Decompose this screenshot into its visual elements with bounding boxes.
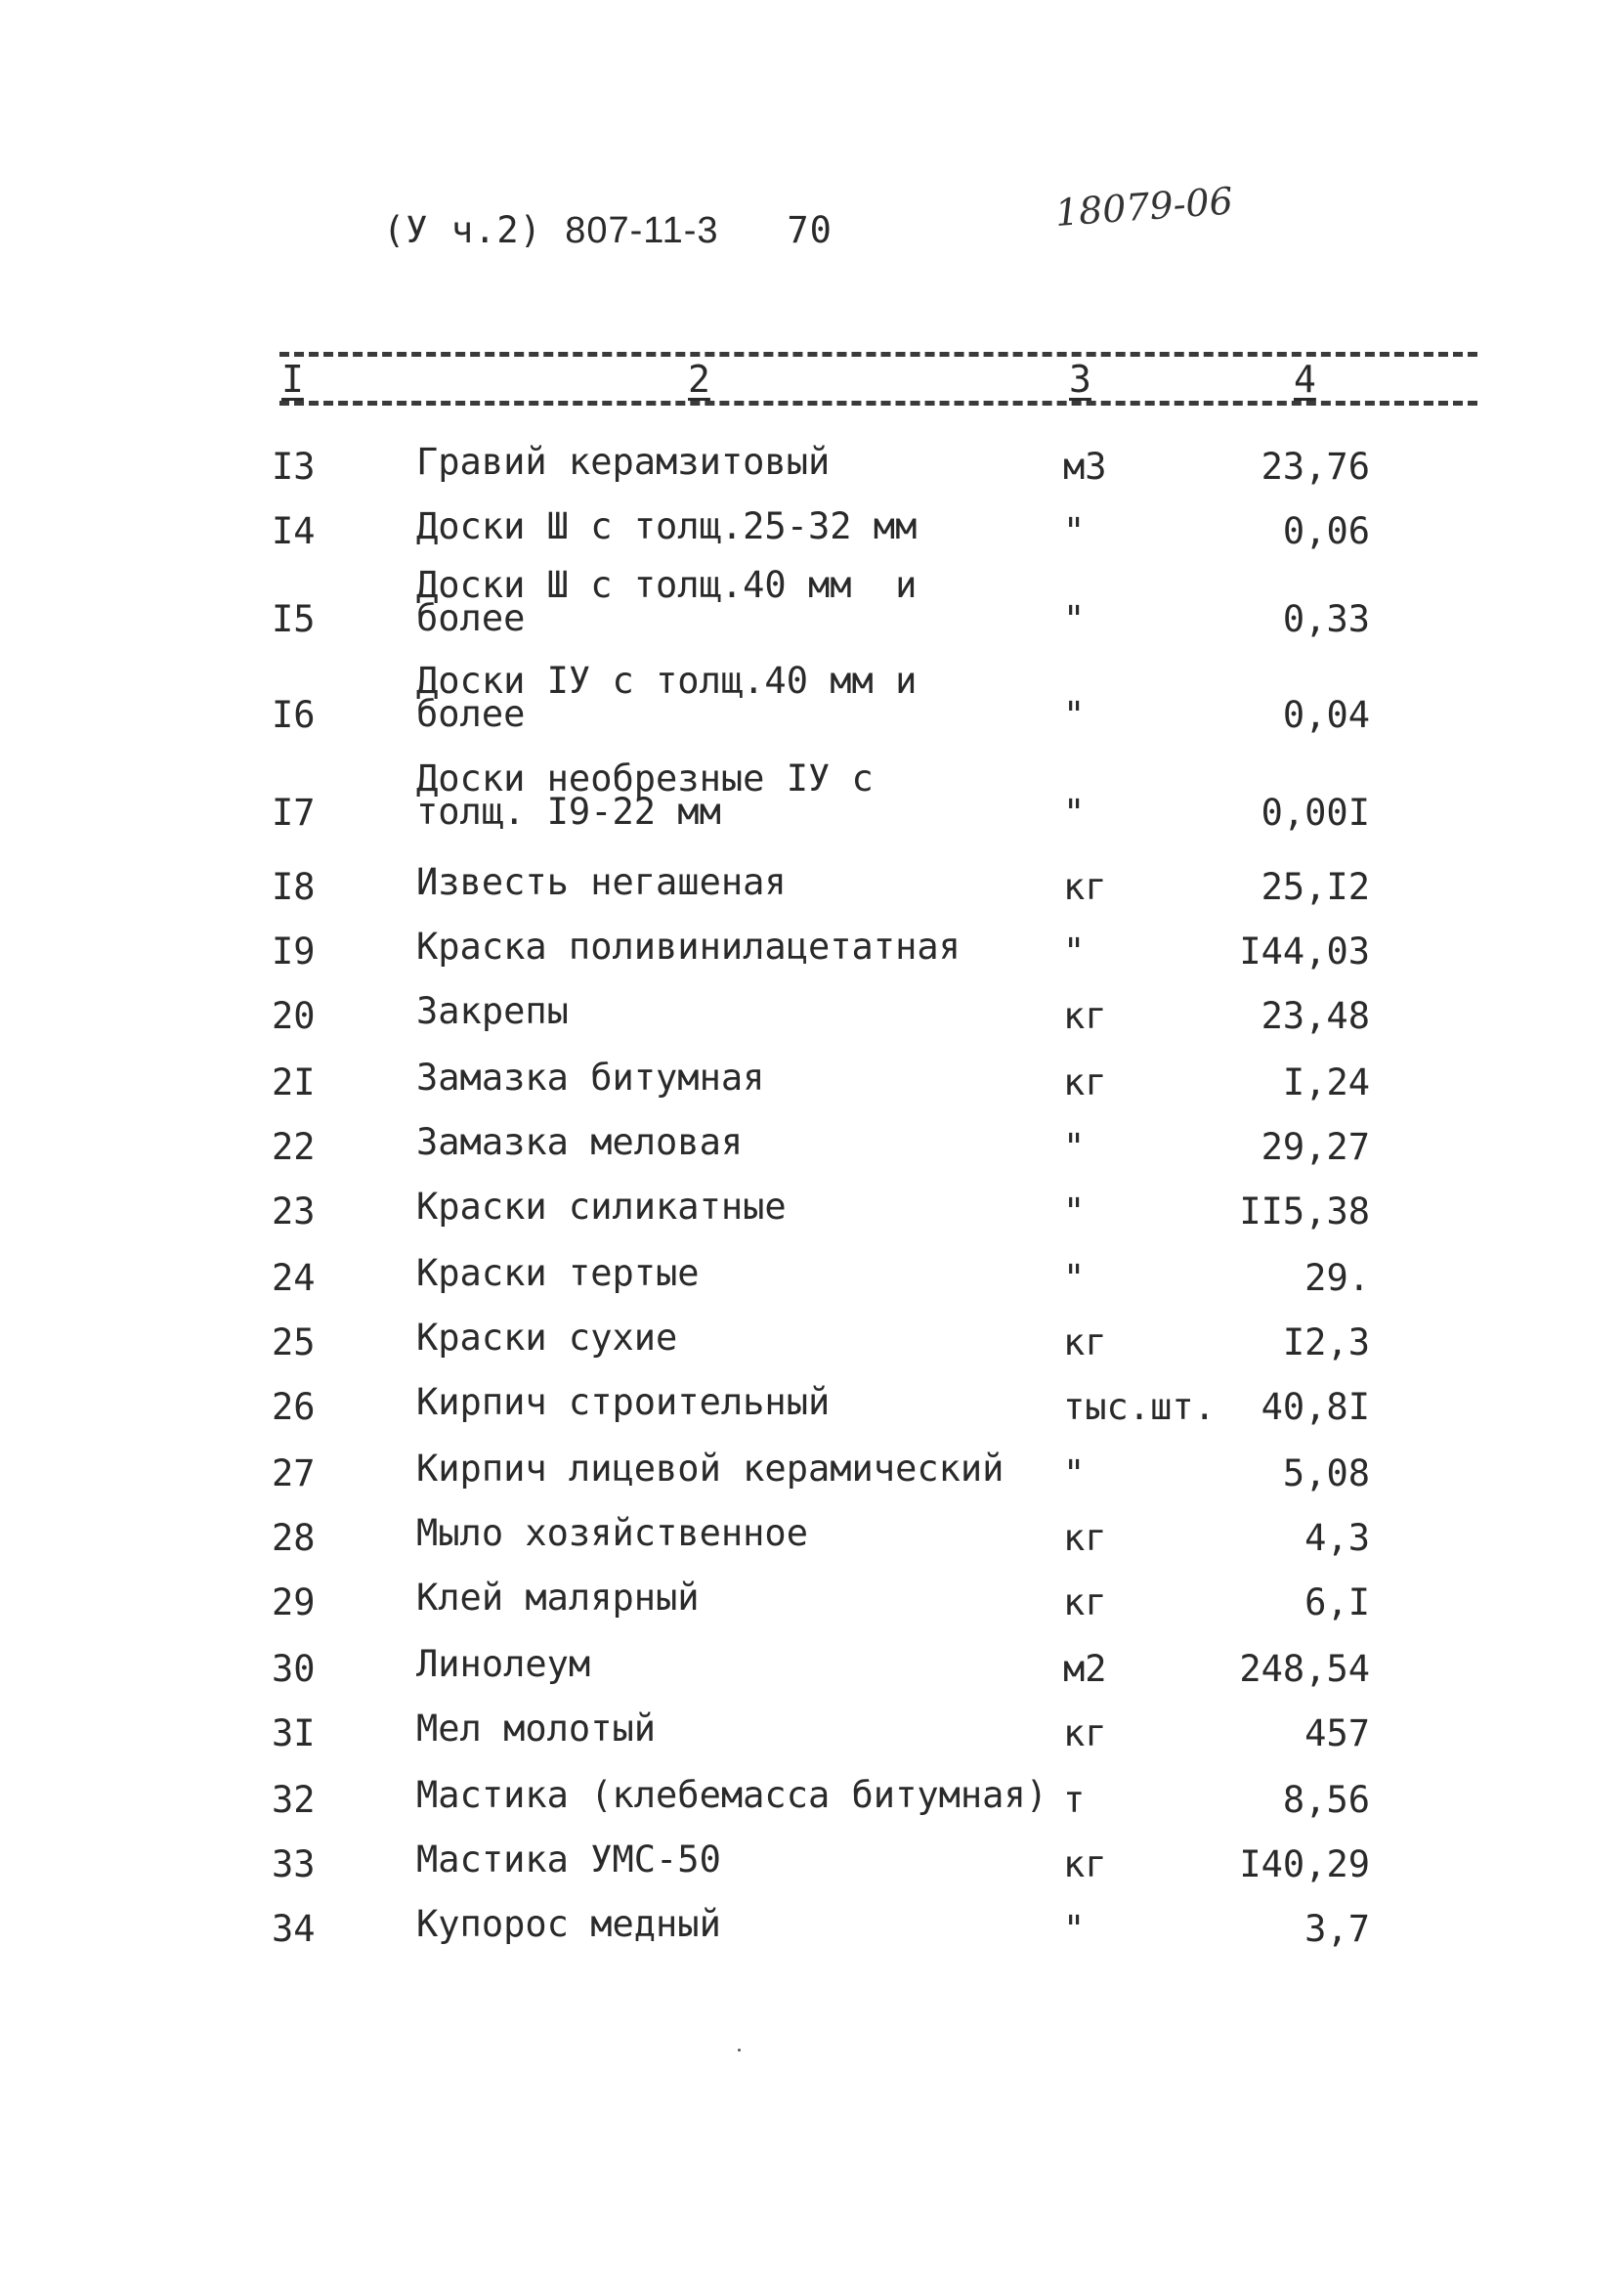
material-name: Доски Ш с толщ.25-32 мм [416,505,918,547]
row-number: I5 [272,598,316,640]
quantity: 25,I2 [1261,866,1370,908]
material-name: Клей малярный [416,1577,700,1619]
quantity: 0,00I [1261,792,1370,834]
header-code: 807-11-3 [565,210,719,251]
quantity: 0,04 [1282,694,1370,736]
unit-of-measure: кг [1063,1581,1107,1623]
unit-of-measure: кг [1063,1712,1107,1754]
material-name: Закрепы [416,990,569,1032]
quantity: 4,3 [1304,1517,1370,1559]
quantity: II5,38 [1239,1190,1370,1232]
row-number: 20 [272,995,316,1037]
unit-of-measure: кг [1063,1517,1107,1559]
row-number: I4 [272,510,316,552]
row-number: 33 [272,1843,316,1885]
column-header-2: 2 [682,358,716,401]
quantity: 457 [1304,1712,1370,1754]
unit-of-measure: кг [1063,1321,1107,1363]
column-header-4: 4 [1288,358,1322,401]
table-header-rule [279,401,1477,406]
quantity: 23,48 [1261,995,1370,1037]
quantity: 6,I [1304,1581,1370,1623]
unit-of-measure: " [1063,1452,1086,1494]
material-name: Краски сухие [416,1317,678,1359]
quantity: 8,56 [1282,1779,1370,1821]
row-number: I6 [272,694,316,736]
unit-of-measure: кг [1063,866,1107,908]
unit-of-measure: " [1063,694,1086,736]
material-name: Известь негашеная [416,861,787,903]
row-number: I3 [272,446,316,488]
quantity: 23,76 [1261,446,1370,488]
material-name: Линолеум [416,1643,591,1685]
material-name: Гравий керамзитовый [416,441,831,483]
quantity: 248,54 [1239,1648,1370,1690]
material-name: Мыло хозяйственное [416,1512,808,1554]
quantity: 29. [1304,1257,1370,1299]
column-header-1: I [281,358,310,401]
document-header [383,209,833,252]
header-prefix: (У ч.2) [383,209,566,251]
material-name: Доски Ш с толщ.40 мм и более [416,564,918,639]
row-number: I7 [272,792,316,834]
row-number: 3I [272,1712,316,1754]
row-number: 30 [272,1648,316,1690]
quantity: 3,7 [1304,1908,1370,1950]
quantity: I40,29 [1239,1843,1370,1885]
table-top-rule [279,352,1477,357]
material-name: Мастика УМС-50 [416,1838,721,1881]
row-number: I8 [272,866,316,908]
material-name: Краска поливинилацетатная [416,926,961,968]
material-name: Мел молотый [416,1708,657,1750]
material-name: Купорос медный [416,1903,721,1945]
unit-of-measure: тыс.шт. [1063,1386,1216,1428]
unit-of-measure: " [1063,930,1086,973]
unit-of-measure: " [1063,1190,1086,1232]
unit-of-measure: " [1063,510,1086,552]
material-name: Мастика (клебемасса битумная) [416,1774,1048,1816]
unit-of-measure: " [1063,792,1086,834]
material-name: Краски тертые [416,1252,700,1294]
unit-of-measure: " [1063,1126,1086,1168]
material-name: Краски силикатные [416,1186,787,1228]
unit-of-measure: " [1063,598,1086,640]
quantity: 40,8I [1261,1386,1370,1428]
row-number: 27 [272,1452,316,1494]
row-number: 23 [272,1190,316,1232]
row-number: 24 [272,1257,316,1299]
unit-of-measure: " [1063,1908,1086,1950]
quantity: 29,27 [1261,1126,1370,1168]
unit-of-measure: кг [1063,995,1107,1037]
unit-of-measure: м3 [1063,446,1107,488]
row-number: 25 [272,1321,316,1363]
material-name: Доски IУ с толщ.40 мм и более [416,660,918,735]
row-number: 26 [272,1386,316,1428]
quantity: 5,08 [1282,1452,1370,1494]
quantity: I44,03 [1239,930,1370,973]
row-number: 32 [272,1779,316,1821]
handwritten-number: 18079-06 [1053,179,1235,235]
quantity: 0,33 [1282,598,1370,640]
material-name: Доски необрезные IУ с толщ. I9-22 мм [416,757,874,833]
material-name: Кирпич лицевой керамический [416,1448,1004,1490]
row-number: 28 [272,1517,316,1559]
material-name: Замазка меловая [416,1121,744,1163]
header-page-number: 70 [787,209,833,251]
unit-of-measure: т [1063,1779,1086,1821]
unit-of-measure: м2 [1063,1648,1107,1690]
row-number: 29 [272,1581,316,1623]
row-number: 2I [272,1061,316,1103]
quantity: 0,06 [1282,510,1370,552]
unit-of-measure: кг [1063,1843,1107,1885]
row-number: I9 [272,930,316,973]
row-number: 34 [272,1908,316,1950]
row-number: 22 [272,1126,316,1168]
unit-of-measure: " [1063,1257,1086,1299]
material-name: Замазка битумная [416,1057,765,1099]
quantity: I2,3 [1282,1321,1370,1363]
column-header-3: 3 [1063,358,1097,401]
material-name: Кирпич строительный [416,1381,831,1423]
unit-of-measure: кг [1063,1061,1107,1103]
quantity: I,24 [1282,1061,1370,1103]
page-mark [738,2049,741,2052]
